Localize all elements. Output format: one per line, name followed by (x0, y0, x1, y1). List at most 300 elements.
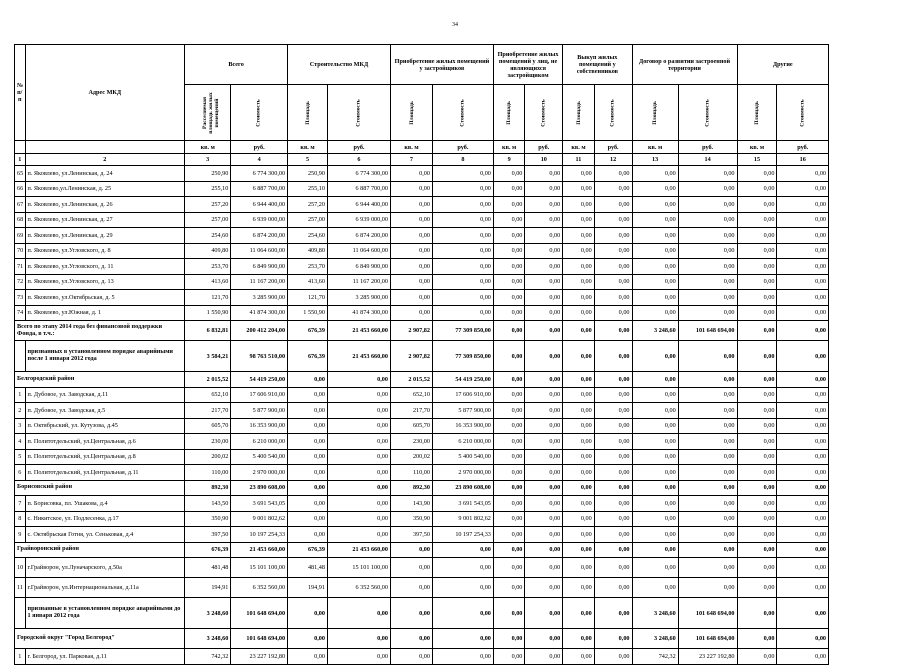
value-cell: 0,00 (525, 259, 563, 275)
value-cell: 0,00 (493, 181, 525, 197)
table-row (15, 290, 829, 306)
header-sub: Стоимость (432, 85, 493, 141)
value-cell: 0,00 (777, 434, 829, 450)
header-sub: Расселяемая площадь жилых помещений (185, 85, 231, 141)
value-cell: 0,00 (737, 449, 777, 465)
value-cell: 0,00 (493, 166, 525, 182)
value-cell: 0,00 (632, 387, 678, 403)
subtotal-row (15, 372, 829, 388)
value-cell: 0,00 (632, 511, 678, 527)
value-cell: 110,00 (390, 465, 432, 481)
table-row (15, 418, 829, 434)
value-cell: 6 352 560,00 (327, 578, 390, 598)
value-cell: 0,00 (777, 403, 829, 419)
value-cell: 0,00 (288, 496, 328, 512)
unit-cell: руб. (777, 141, 829, 154)
table-row (15, 387, 829, 403)
table-row (15, 434, 829, 450)
row-number: 67 (15, 197, 26, 213)
colnum-cell: 10 (525, 154, 563, 166)
colnum-cell: 13 (632, 154, 678, 166)
value-cell: 0,00 (594, 228, 632, 244)
address-cell: п. Яковлево, ул.Угловского, д. 13 (25, 274, 185, 290)
value-cell: 0,00 (678, 578, 737, 598)
row-number: 7 (15, 496, 26, 512)
value-cell: 0,00 (594, 372, 632, 388)
value-cell: 0,00 (777, 305, 829, 321)
value-cell: 6 849 900,00 (231, 259, 288, 275)
value-cell: 6 944 400,00 (327, 197, 390, 213)
address-cell: п. Яковлево, ул.Ленинская, д. 26 (25, 197, 185, 213)
value-cell: 0,00 (493, 372, 525, 388)
value-cell: 0,00 (390, 305, 432, 321)
table-header (15, 45, 829, 166)
value-cell: 0,00 (678, 449, 737, 465)
value-cell: 6 887 700,00 (327, 181, 390, 197)
header-sub: Площадь (493, 85, 525, 141)
unit-cell: кв. м (185, 141, 231, 154)
value-cell: 0,00 (390, 598, 432, 629)
value-cell: 0,00 (390, 274, 432, 290)
address-cell: г.Грайворон, ул.Луначарского, д.50а (25, 558, 185, 578)
table-row (15, 341, 829, 372)
value-cell: 0,00 (525, 434, 563, 450)
value-cell: 892,30 (390, 480, 432, 496)
value-cell: 0,00 (737, 212, 777, 228)
table-row (15, 649, 829, 665)
value-cell: 0,00 (525, 511, 563, 527)
value-cell: 0,00 (737, 321, 777, 341)
table-row (15, 578, 829, 598)
value-cell: 6 939 000,00 (231, 212, 288, 228)
value-cell: 0,00 (632, 228, 678, 244)
value-cell: 0,00 (493, 403, 525, 419)
table-row (15, 181, 829, 197)
value-cell: 217,70 (390, 403, 432, 419)
value-cell: 0,00 (594, 274, 632, 290)
value-cell: 409,80 (185, 243, 231, 259)
value-cell: 254,60 (288, 228, 328, 244)
value-cell: 0,00 (563, 465, 595, 481)
value-cell: 0,00 (288, 465, 328, 481)
value-cell: 350,90 (185, 511, 231, 527)
value-cell: 0,00 (632, 197, 678, 213)
value-cell: 0,00 (493, 598, 525, 629)
value-cell: 0,00 (390, 649, 432, 665)
value-cell: 0,00 (594, 321, 632, 341)
value-cell: 0,00 (777, 259, 829, 275)
value-cell: 0,00 (737, 480, 777, 496)
value-cell: 0,00 (563, 578, 595, 598)
value-cell: 0,00 (288, 418, 328, 434)
value-cell: 143,50 (185, 496, 231, 512)
value-cell: 676,39 (288, 321, 328, 341)
value-cell: 0,00 (493, 558, 525, 578)
value-cell: 0,00 (678, 496, 737, 512)
subtotal-row (15, 321, 829, 341)
value-cell: 254,60 (185, 228, 231, 244)
value-cell: 0,00 (594, 558, 632, 578)
value-cell: 3 248,60 (185, 629, 231, 649)
value-cell: 0,00 (737, 387, 777, 403)
value-cell: 0,00 (777, 449, 829, 465)
value-cell: 0,00 (288, 434, 328, 450)
address-cell: г. Белгород, ул. Парковая, д.11 (25, 649, 185, 665)
value-cell: 0,00 (525, 578, 563, 598)
value-cell: 0,00 (678, 434, 737, 450)
value-cell: 0,00 (432, 649, 493, 665)
value-cell: 0,00 (327, 527, 390, 543)
row-number: 11 (15, 578, 26, 598)
value-cell: 0,00 (432, 290, 493, 306)
value-cell: 0,00 (777, 197, 829, 213)
value-cell: 0,00 (632, 465, 678, 481)
row-number: 1 (15, 649, 26, 665)
value-cell: 0,00 (493, 228, 525, 244)
value-cell: 0,00 (737, 181, 777, 197)
value-cell: 0,00 (525, 166, 563, 182)
value-cell: 0,00 (678, 341, 737, 372)
value-cell: 0,00 (594, 166, 632, 182)
table-row (15, 496, 829, 512)
value-cell: 255,10 (185, 181, 231, 197)
value-cell: 0,00 (594, 418, 632, 434)
value-cell: 250,90 (185, 166, 231, 182)
value-cell: 2 907,82 (390, 321, 432, 341)
value-cell: 0,00 (737, 341, 777, 372)
value-cell: 0,00 (678, 274, 737, 290)
unit-cell: кв. м (632, 141, 678, 154)
address-cell: п. Октябрьский, ул. Кутузова, д.45 (25, 418, 185, 434)
value-cell: 0,00 (493, 511, 525, 527)
value-cell: 0,00 (737, 403, 777, 419)
unit-cell: руб. (432, 141, 493, 154)
value-cell: 0,00 (390, 629, 432, 649)
value-cell: 0,00 (632, 166, 678, 182)
colnum-cell: 7 (390, 154, 432, 166)
value-cell: 0,00 (777, 243, 829, 259)
value-cell: 0,00 (563, 496, 595, 512)
unit-cell: кв. м (563, 141, 595, 154)
address-cell: п. Яковлево,ул.Ленинская, д. 25 (25, 181, 185, 197)
value-cell: 9 001 802,62 (231, 511, 288, 527)
value-cell: 413,60 (185, 274, 231, 290)
row-number: 8 (15, 511, 26, 527)
value-cell: 0,00 (777, 418, 829, 434)
value-cell: 0,00 (777, 228, 829, 244)
value-cell: 0,00 (390, 259, 432, 275)
table-row (15, 243, 829, 259)
table-row (15, 259, 829, 275)
value-cell: 0,00 (525, 649, 563, 665)
colnum-cell: 9 (493, 154, 525, 166)
value-cell: 0,00 (525, 274, 563, 290)
value-cell: 0,00 (594, 649, 632, 665)
value-cell: 0,00 (563, 629, 595, 649)
header-group: Выкуп жилых помещений у собственников (563, 45, 632, 85)
value-cell: 0,00 (432, 274, 493, 290)
value-cell: 0,00 (525, 403, 563, 419)
subtotal-row (15, 629, 829, 649)
value-cell: 41 874 300,00 (327, 305, 390, 321)
value-cell: 0,00 (432, 243, 493, 259)
value-cell: 0,00 (288, 372, 328, 388)
value-cell: 0,00 (525, 387, 563, 403)
value-cell: 0,00 (525, 212, 563, 228)
value-cell: 0,00 (563, 511, 595, 527)
value-cell: 0,00 (327, 387, 390, 403)
value-cell: 0,00 (525, 305, 563, 321)
value-cell: 0,00 (327, 434, 390, 450)
value-cell: 0,00 (737, 305, 777, 321)
value-cell: 0,00 (777, 212, 829, 228)
value-cell: 0,00 (525, 321, 563, 341)
value-cell: 0,00 (493, 197, 525, 213)
value-cell: 0,00 (493, 387, 525, 403)
value-cell: 11 064 600,00 (327, 243, 390, 259)
value-cell: 892,30 (185, 480, 231, 496)
value-cell: 101 648 694,00 (678, 629, 737, 649)
value-cell: 0,00 (432, 197, 493, 213)
value-cell: 0,00 (594, 465, 632, 481)
value-cell: 0,00 (493, 259, 525, 275)
value-cell: 652,10 (390, 387, 432, 403)
header-no: № п/п (15, 45, 26, 141)
colnum-cell: 11 (563, 154, 595, 166)
header-address: Адрес МКД (25, 45, 185, 141)
value-cell: 1 550,90 (185, 305, 231, 321)
value-cell: 0,00 (737, 290, 777, 306)
value-cell: 77 309 850,00 (432, 321, 493, 341)
value-cell: 0,00 (632, 212, 678, 228)
value-cell: 6 939 000,00 (327, 212, 390, 228)
value-cell: 5 877 900,00 (231, 403, 288, 419)
row-number: 74 (15, 305, 26, 321)
colnum-cell: 5 (288, 154, 328, 166)
value-cell: 0,00 (327, 598, 390, 629)
value-cell: 0,00 (737, 372, 777, 388)
value-cell: 0,00 (678, 228, 737, 244)
value-cell: 0,00 (525, 449, 563, 465)
value-cell: 0,00 (327, 465, 390, 481)
header-sub: Стоимость (525, 85, 563, 141)
value-cell: 98 763 510,00 (231, 341, 288, 372)
value-cell: 0,00 (632, 578, 678, 598)
header-sub: Стоимость (327, 85, 390, 141)
value-cell: 0,00 (632, 372, 678, 388)
value-cell: 0,00 (737, 629, 777, 649)
unit-cell: руб. (594, 141, 632, 154)
value-cell: 0,00 (288, 449, 328, 465)
value-cell: 0,00 (678, 166, 737, 182)
address-cell: признанных в установленном порядке аварийными после 1 января 2012 года (25, 341, 185, 372)
table-row (15, 274, 829, 290)
value-cell: 0,00 (632, 181, 678, 197)
value-cell: 0,00 (594, 305, 632, 321)
value-cell: 0,00 (777, 372, 829, 388)
value-cell: 0,00 (594, 181, 632, 197)
section-label: Белгородский район (15, 372, 185, 388)
value-cell: 257,00 (288, 212, 328, 228)
address-cell: с. Никитское, ул. Подлесенка, д.17 (25, 511, 185, 527)
value-cell: 0,00 (737, 274, 777, 290)
value-cell: 230,00 (185, 434, 231, 450)
value-cell: 0,00 (594, 598, 632, 629)
value-cell: 0,00 (594, 341, 632, 372)
value-cell: 0,00 (327, 372, 390, 388)
row-number: 6 (15, 465, 26, 481)
address-cell: п. Яковлево, ул.Южная, д. 1 (25, 305, 185, 321)
row-number: 3 (15, 418, 26, 434)
value-cell: 0,00 (737, 542, 777, 558)
unit-cell: руб. (231, 141, 288, 154)
value-cell: 17 606 910,00 (231, 387, 288, 403)
value-cell: 0,00 (678, 418, 737, 434)
value-cell: 3 285 900,00 (231, 290, 288, 306)
value-cell: 0,00 (563, 166, 595, 182)
table-row (15, 403, 829, 419)
row-number (15, 598, 26, 629)
value-cell: 0,00 (525, 598, 563, 629)
value-cell: 397,50 (185, 527, 231, 543)
value-cell: 0,00 (777, 274, 829, 290)
colnum-cell: 3 (185, 154, 231, 166)
value-cell: 0,00 (594, 578, 632, 598)
row-number (15, 341, 26, 372)
value-cell: 101 648 694,00 (678, 598, 737, 629)
header-group: Строительство МКД (288, 45, 391, 85)
value-cell: 0,00 (678, 290, 737, 306)
value-cell: 0,00 (777, 166, 829, 182)
value-cell: 0,00 (525, 372, 563, 388)
table-row (15, 228, 829, 244)
value-cell: 0,00 (432, 181, 493, 197)
row-number: 68 (15, 212, 26, 228)
value-cell: 41 874 300,00 (231, 305, 288, 321)
section-label: Городской округ "Город Белгород" (15, 629, 185, 649)
value-cell: 0,00 (390, 578, 432, 598)
value-cell: 0,00 (432, 558, 493, 578)
value-cell: 0,00 (563, 558, 595, 578)
value-cell: 0,00 (390, 290, 432, 306)
value-cell: 6 832,81 (185, 321, 231, 341)
address-cell: п. Яковлево, ул.Ленинская, д. 27 (25, 212, 185, 228)
value-cell: 0,00 (493, 274, 525, 290)
value-cell: 350,90 (390, 511, 432, 527)
table-row (15, 305, 829, 321)
value-cell: 0,00 (678, 212, 737, 228)
value-cell: 6 944 400,00 (231, 197, 288, 213)
value-cell: 0,00 (288, 387, 328, 403)
value-cell: 5 877 900,00 (432, 403, 493, 419)
value-cell: 0,00 (525, 542, 563, 558)
value-cell: 0,00 (777, 321, 829, 341)
colnum-cell: 15 (737, 154, 777, 166)
address-cell: п. Борисовка, пл. Ушакова, д.4 (25, 496, 185, 512)
value-cell: 0,00 (563, 372, 595, 388)
value-cell: 0,00 (288, 511, 328, 527)
value-cell: 0,00 (390, 542, 432, 558)
value-cell: 0,00 (563, 480, 595, 496)
value-cell: 0,00 (678, 527, 737, 543)
value-cell: 0,00 (327, 403, 390, 419)
row-number: 71 (15, 259, 26, 275)
value-cell: 110,00 (185, 465, 231, 481)
value-cell: 0,00 (737, 527, 777, 543)
value-cell: 676,39 (185, 542, 231, 558)
value-cell: 0,00 (594, 511, 632, 527)
value-cell: 0,00 (390, 166, 432, 182)
value-cell: 0,00 (737, 228, 777, 244)
value-cell: 11 167 200,00 (327, 274, 390, 290)
value-cell: 0,00 (777, 629, 829, 649)
address-cell: г.Грайворон, ул.Интернациональная, д.11а (25, 578, 185, 598)
value-cell: 0,00 (563, 418, 595, 434)
value-cell: 23 227 192,80 (231, 649, 288, 665)
value-cell: 0,00 (594, 527, 632, 543)
value-cell: 3 691 543,05 (432, 496, 493, 512)
value-cell: 6 774 300,00 (327, 166, 390, 182)
value-cell: 6 210 000,00 (432, 434, 493, 450)
unit-cell: руб. (678, 141, 737, 154)
value-cell: 0,00 (594, 243, 632, 259)
value-cell: 0,00 (737, 511, 777, 527)
column-number-row (15, 154, 829, 166)
value-cell: 0,00 (737, 197, 777, 213)
value-cell: 0,00 (493, 243, 525, 259)
address-cell: признанные в установленном порядке аварийными до 1 января 2012 года (25, 598, 185, 629)
value-cell: 481,48 (185, 558, 231, 578)
value-cell: 0,00 (632, 290, 678, 306)
value-cell: 0,00 (632, 527, 678, 543)
value-cell: 0,00 (432, 578, 493, 598)
value-cell: 0,00 (327, 418, 390, 434)
header-group: Приобретение жилых помещений у застройщиков (390, 45, 493, 85)
value-cell: 0,00 (525, 480, 563, 496)
value-cell: 0,00 (525, 243, 563, 259)
header-group: Другие (737, 45, 828, 85)
value-cell: 0,00 (525, 465, 563, 481)
value-cell: 0,00 (563, 598, 595, 629)
value-cell: 0,00 (737, 649, 777, 665)
value-cell: 21 453 660,00 (231, 542, 288, 558)
colnum-cell: 12 (594, 154, 632, 166)
value-cell: 77 309 850,00 (432, 341, 493, 372)
table-row (15, 465, 829, 481)
value-cell: 0,00 (678, 480, 737, 496)
value-cell: 0,00 (525, 418, 563, 434)
address-cell: п. Дубовое, ул. Заводская, д.5 (25, 403, 185, 419)
resettlement-table (14, 44, 829, 665)
value-cell: 6 874 200,00 (327, 228, 390, 244)
unit-cell: кв. м (288, 141, 328, 154)
value-cell: 3 285 900,00 (327, 290, 390, 306)
value-cell: 0,00 (632, 403, 678, 419)
value-cell: 0,00 (288, 403, 328, 419)
value-cell: 652,10 (185, 387, 231, 403)
value-cell: 0,00 (493, 480, 525, 496)
address-cell: п. Яковлево, ул.Ленинская, д. 29 (25, 228, 185, 244)
value-cell: 5 400 540,00 (231, 449, 288, 465)
table-row (15, 511, 829, 527)
value-cell: 0,00 (737, 496, 777, 512)
value-cell: 0,00 (737, 578, 777, 598)
value-cell: 0,00 (493, 542, 525, 558)
value-cell: 15 101 100,00 (231, 558, 288, 578)
row-number: 2 (15, 403, 26, 419)
value-cell: 0,00 (563, 341, 595, 372)
unit-cell: кв. м (737, 141, 777, 154)
